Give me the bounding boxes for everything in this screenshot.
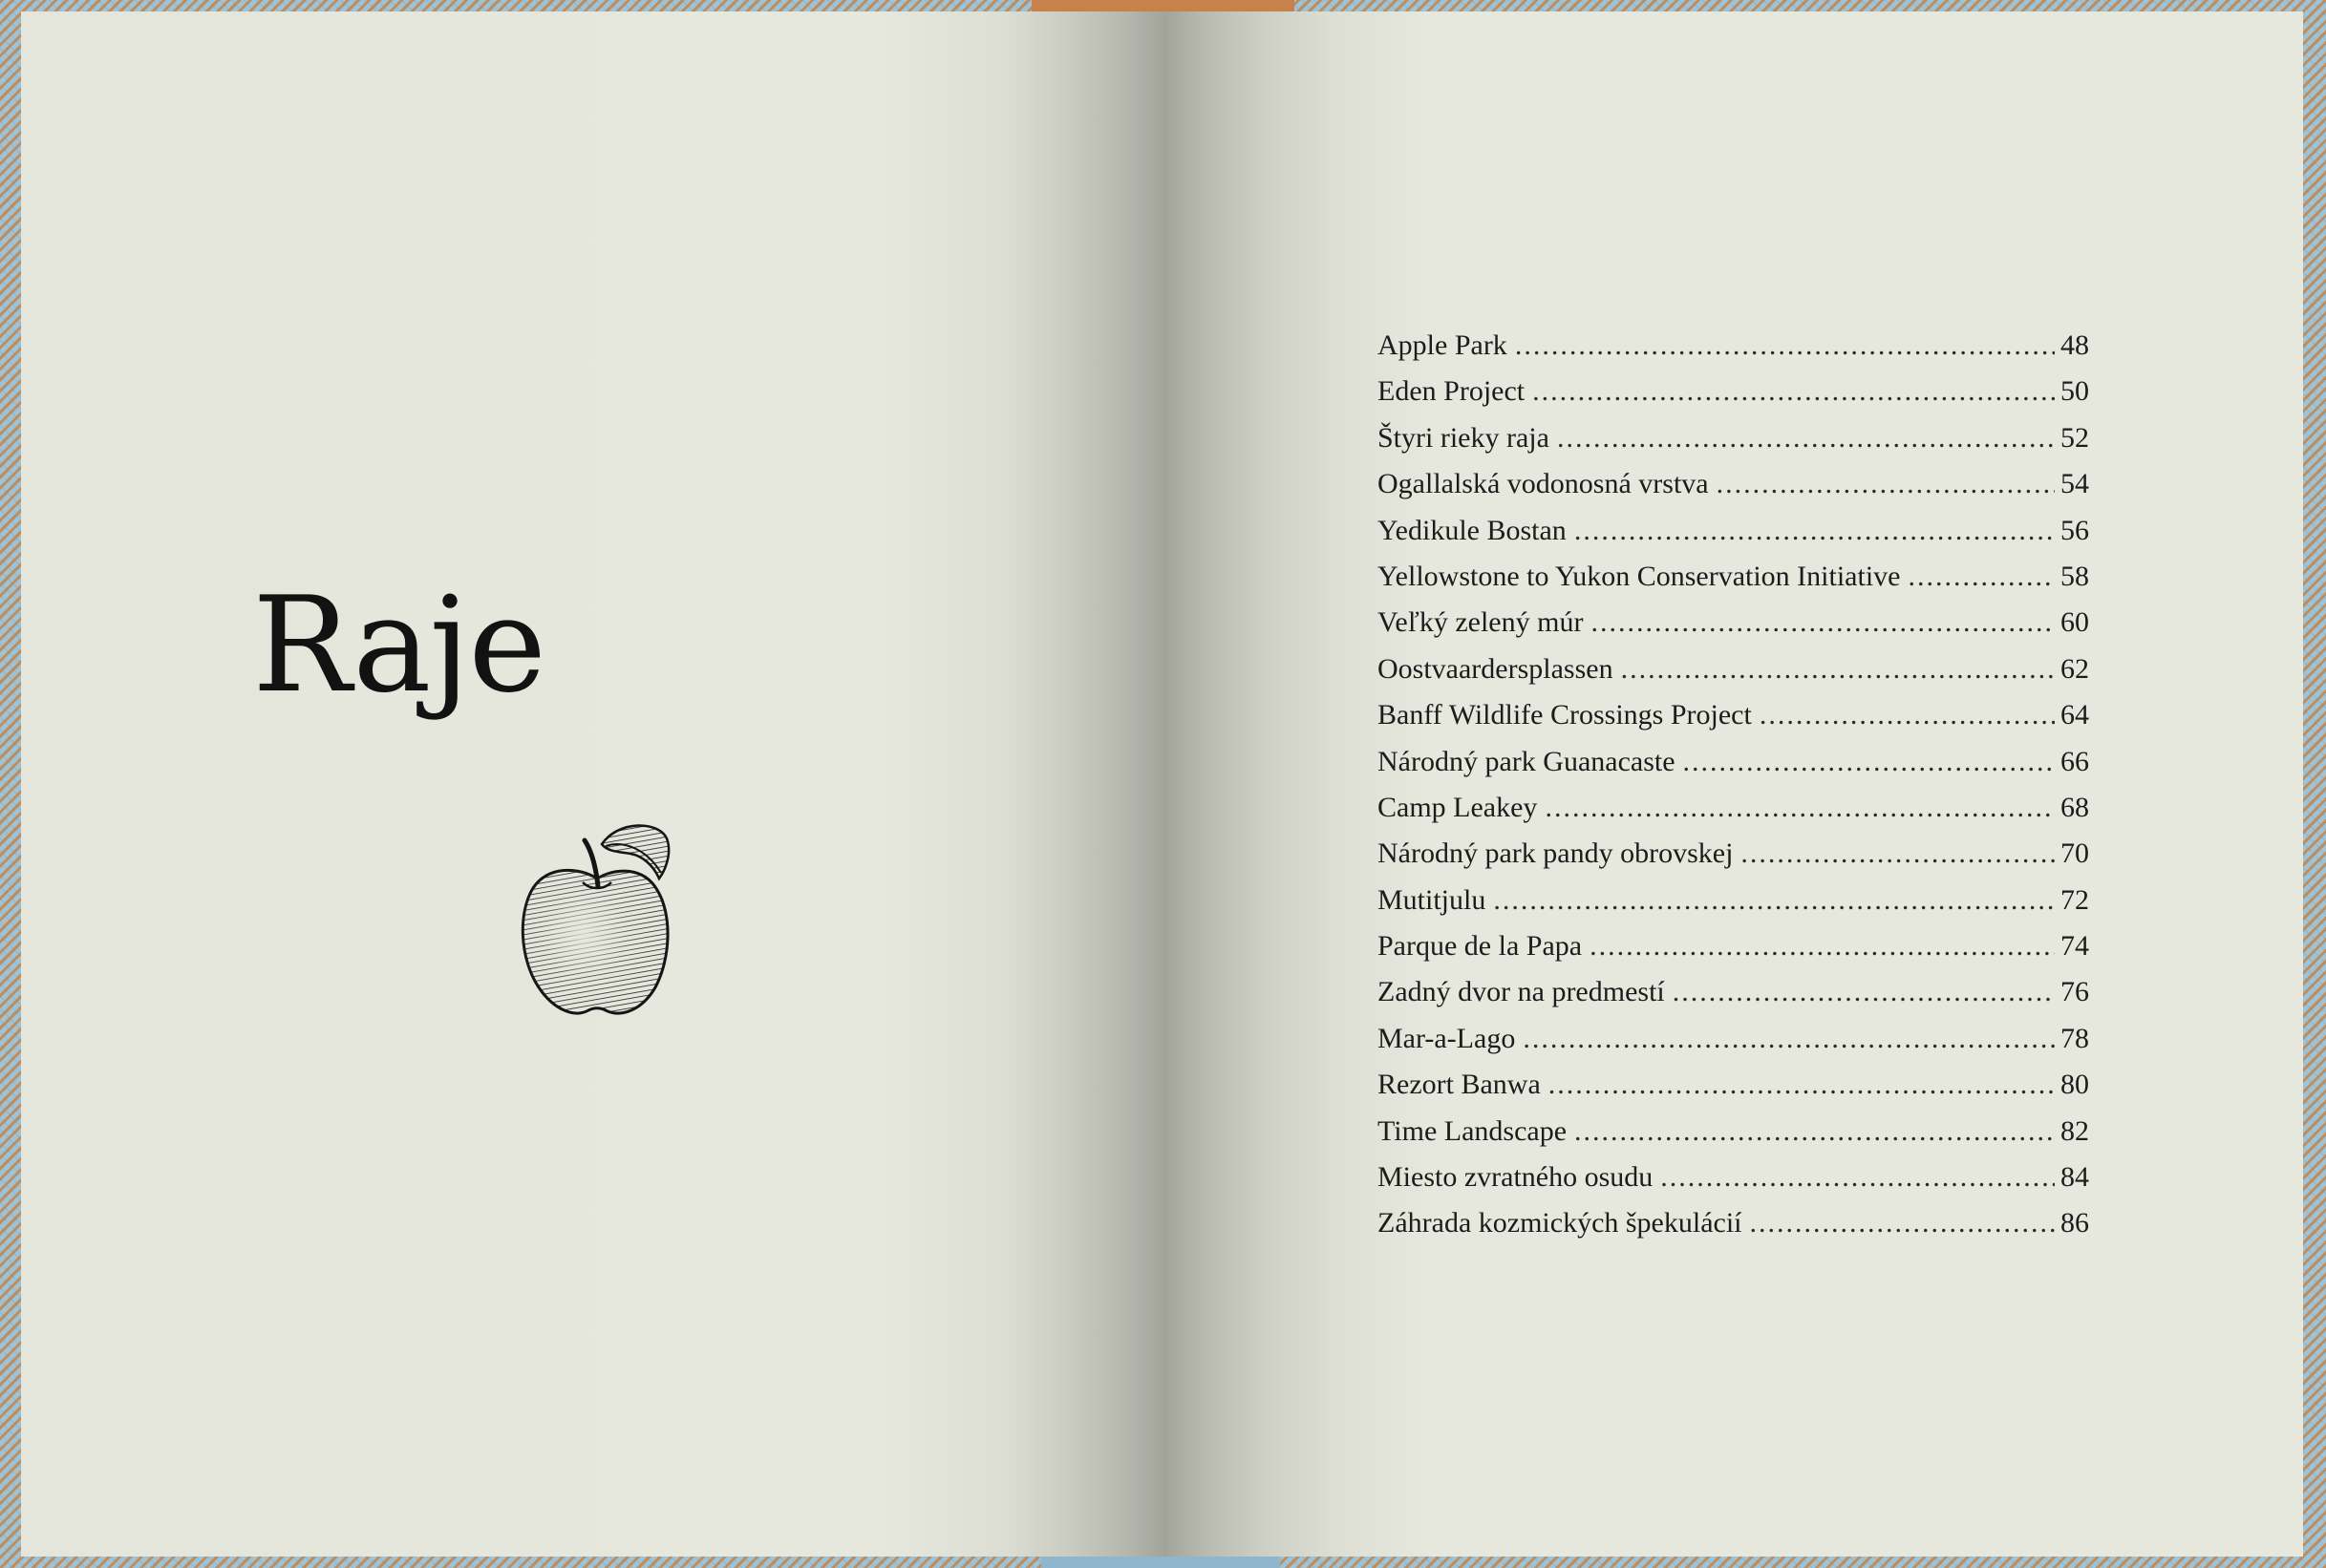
toc-page-number: 76: [2060, 976, 2089, 1008]
toc-page-number: 84: [2060, 1161, 2089, 1194]
toc-dot-leader: [1493, 878, 2055, 923]
toc-entry-title: Time Landscape: [1377, 1114, 1568, 1147]
toc-dot-leader: [1740, 831, 2055, 877]
toc-entry-title: Miesto zvratného osudu: [1377, 1161, 1654, 1194]
toc-entry-title: Mutitjulu: [1377, 883, 1486, 916]
toc-entry-title: Národný park pandy obrovskej: [1377, 837, 1734, 870]
toc-dot-leader: [1523, 1016, 2055, 1062]
toc-entry: [1377, 415, 2089, 461]
toc-dot-leader: [1590, 923, 2055, 969]
toc-page-number: 56: [2060, 514, 2089, 546]
toc-entry: [1377, 461, 2089, 507]
toc-entry-title: Národný park Guanacaste: [1377, 745, 1675, 777]
toc-dot-leader: [1548, 1062, 2055, 1108]
toc-entry: [1377, 600, 2089, 646]
background-blue-band: [1041, 1555, 1280, 1568]
toc-dot-leader: [1683, 739, 2055, 785]
toc-entry: [1377, 646, 2089, 692]
right-page: [1163, 11, 2303, 1557]
toc-entry: [1377, 1155, 2089, 1200]
toc-dot-leader: [1908, 554, 2055, 600]
toc-page-number: 58: [2060, 560, 2089, 592]
toc-page-number: 66: [2060, 745, 2089, 777]
toc-entry: [1377, 739, 2089, 785]
toc-entry: [1377, 508, 2089, 554]
toc-dot-leader: [1750, 1200, 2055, 1246]
toc-entry: [1377, 692, 2089, 738]
toc-entry: [1377, 923, 2089, 969]
toc-entry-title: Štyri rieky raja: [1377, 421, 1549, 454]
toc-entry-title: Parque de la Papa: [1377, 930, 1583, 963]
toc-entry: [1377, 1062, 2089, 1108]
toc-entry-title: Yellowstone to Yukon Conservation Initiative: [1377, 560, 1901, 592]
toc-entry: [1377, 323, 2089, 369]
toc-entry: [1377, 878, 2089, 923]
toc-entry-title: Banff Wildlife Crossings Project: [1377, 699, 1752, 731]
toc-page-number: 50: [2060, 375, 2089, 408]
toc-dot-leader: [1574, 508, 2055, 554]
toc-entry: [1377, 369, 2089, 414]
toc-page-number: 62: [2060, 652, 2089, 685]
toc-page-number: 74: [2060, 930, 2089, 963]
toc-entry-title: Oostvaardersplassen: [1377, 652, 1613, 685]
toc-entry-title: Zadný dvor na predmestí: [1377, 976, 1665, 1008]
toc-entry-title: Camp Leakey: [1377, 791, 1538, 823]
toc-dot-leader: [1515, 323, 2055, 369]
toc-entry: [1377, 785, 2089, 831]
toc-page-number: 70: [2060, 837, 2089, 870]
toc-entry-title: Záhrada kozmických špekulácií: [1377, 1207, 1742, 1240]
toc-dot-leader: [1545, 785, 2055, 831]
toc-entry-title: Yedikule Bostan: [1377, 514, 1567, 546]
toc-page-number: 68: [2060, 791, 2089, 823]
toc-entry-title: Mar-a-Lago: [1377, 1022, 1516, 1054]
toc-page-number: 60: [2060, 606, 2089, 639]
apple-icon: [516, 819, 678, 1020]
toc-entry-title: Apple Park: [1377, 329, 1507, 361]
table-of-contents: [1377, 323, 2089, 1247]
toc-entry-title: Ogallalská vodonosná vrstva: [1377, 468, 1709, 500]
toc-page-number: 72: [2060, 883, 2089, 916]
toc-page-number: 86: [2060, 1207, 2089, 1240]
toc-dot-leader: [1660, 1155, 2055, 1200]
toc-entry-title: Veľký zelený múr: [1377, 606, 1584, 639]
toc-page-number: 52: [2060, 421, 2089, 454]
toc-entry-title: Rezort Banwa: [1377, 1069, 1541, 1101]
toc-dot-leader: [1673, 969, 2055, 1015]
toc-dot-leader: [1532, 369, 2055, 414]
toc-entry: [1377, 554, 2089, 600]
toc-entry: [1377, 831, 2089, 877]
left-page: [21, 11, 1163, 1557]
background-orange-band: [1032, 0, 1294, 11]
toc-page-number: 64: [2060, 699, 2089, 731]
toc-page-number: 48: [2060, 329, 2089, 361]
toc-entry: [1377, 1016, 2089, 1062]
toc-dot-leader: [1557, 415, 2055, 461]
toc-dot-leader: [1574, 1109, 2055, 1155]
toc-page-number: 82: [2060, 1114, 2089, 1147]
section-title: Raje: [252, 568, 544, 722]
toc-page-number: 78: [2060, 1022, 2089, 1054]
toc-page-number: 54: [2060, 468, 2089, 500]
toc-entry: [1377, 969, 2089, 1015]
toc-entry-title: Eden Project: [1377, 375, 1526, 408]
toc-page-number: 80: [2060, 1069, 2089, 1101]
toc-dot-leader: [1590, 600, 2055, 646]
toc-dot-leader: [1621, 646, 2055, 692]
toc-entry: [1377, 1109, 2089, 1155]
toc-dot-leader: [1717, 461, 2055, 507]
toc-dot-leader: [1760, 692, 2055, 738]
toc-entry: [1377, 1200, 2089, 1246]
